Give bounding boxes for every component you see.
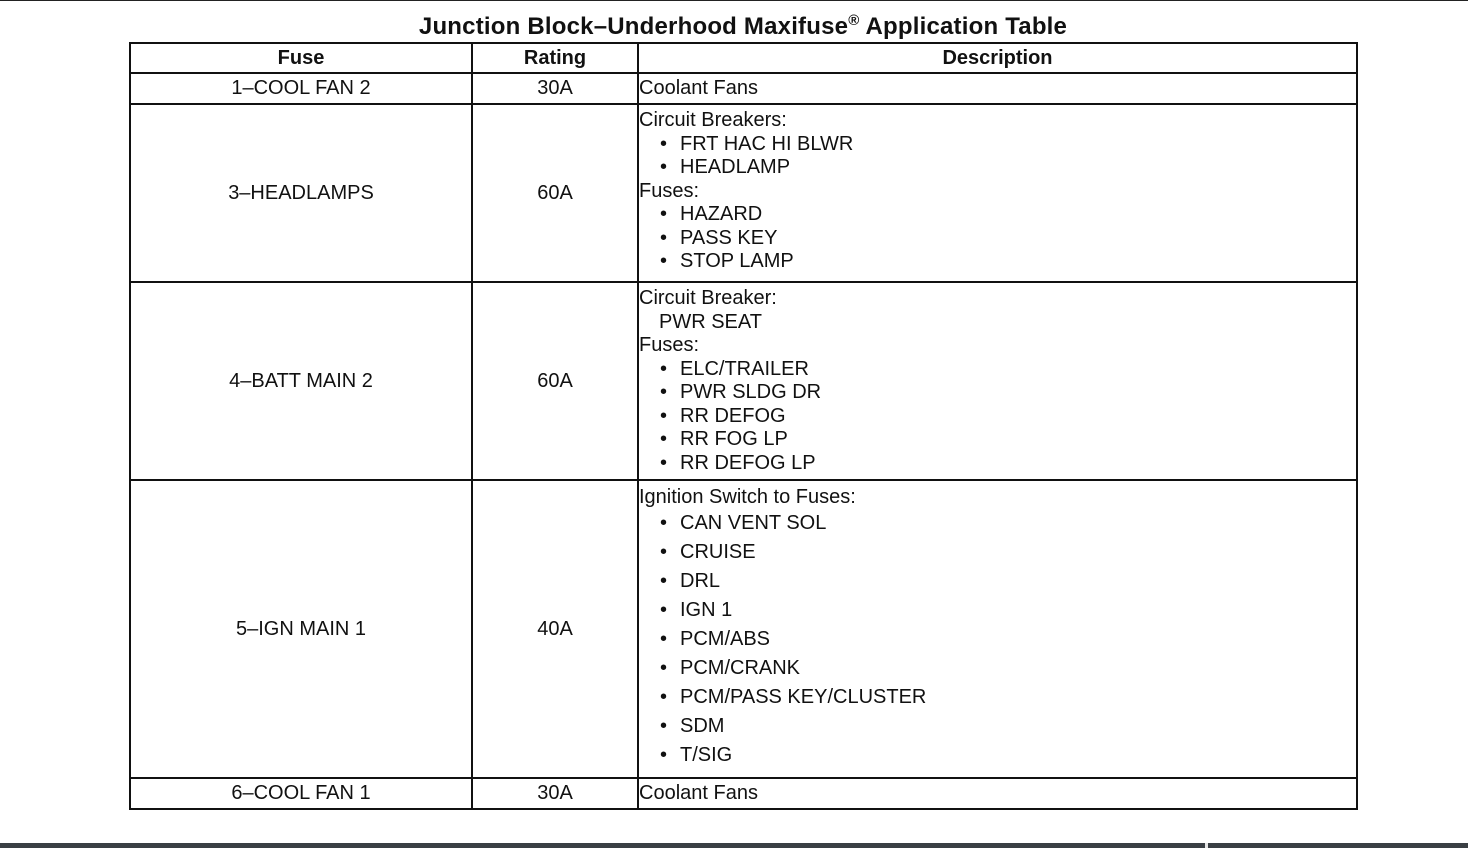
bullet-icon: •: [660, 381, 668, 403]
rating-cell: 60A: [472, 282, 638, 480]
table-row: [130, 104, 1357, 282]
description-bullet-item: [639, 596, 1356, 625]
header-rating: Rating: [472, 43, 638, 73]
description-bullet-item: [639, 203, 1356, 227]
description-item-text: ELC/TRAILER: [680, 357, 809, 380]
description-bullet-item: [639, 156, 1356, 180]
table-row: [130, 480, 1357, 778]
description-item-text: DRL: [680, 570, 721, 592]
rating-cell: 30A: [472, 73, 638, 104]
description-bullet-item: [639, 428, 1356, 452]
description-item-text: PASS KEY: [680, 226, 778, 249]
fuse-cell: 1–COOL FAN 2: [130, 73, 472, 104]
description-item-text: T/SIG: [680, 744, 733, 766]
bullet-icon: •: [660, 226, 668, 249]
description-cell: [638, 778, 1357, 809]
fuse-application-table: [129, 42, 1358, 810]
bullet-icon: •: [660, 132, 668, 155]
description-bullet-item: [639, 712, 1356, 741]
description-item-text: CAN VENT SOL: [680, 512, 827, 534]
description-item-text: PCM/PASS KEY/CLUSTER: [680, 686, 927, 708]
description-item-text: RR DEFOG LP: [680, 451, 816, 474]
rating-cell: 60A: [472, 104, 638, 282]
description-cell: [638, 73, 1357, 104]
bottom-bar-separator: [1205, 843, 1208, 848]
description-item-text: RR DEFOG: [680, 404, 786, 427]
bullet-icon: •: [660, 404, 668, 427]
description-bullet-item: [639, 381, 1356, 405]
bullet-icon: •: [660, 628, 668, 650]
rating-cell: 30A: [472, 778, 638, 809]
description-heading: Coolant Fans: [639, 781, 758, 804]
description-bullet-item: [639, 567, 1356, 596]
bullet-icon: •: [660, 570, 668, 592]
description-item-text: IGN 1: [680, 599, 733, 621]
table-row: [130, 778, 1357, 809]
description-cell: [638, 282, 1357, 480]
description-item-text: STOP LAMP: [680, 250, 794, 272]
bullet-icon: •: [660, 657, 668, 679]
bullet-icon: •: [660, 715, 668, 737]
bullet-icon: •: [660, 428, 668, 450]
description-item-text: HEADLAMP: [680, 156, 791, 178]
fuse-cell: 3–HEADLAMPS: [130, 104, 472, 282]
description-item-text: HAZARD: [680, 203, 763, 225]
description-cell: [638, 480, 1357, 778]
fuse-cell: 4–BATT MAIN 2: [130, 282, 472, 480]
description-item-text: FRT HAC HI BLWR: [680, 132, 854, 155]
description-item-text: SDM: [680, 715, 725, 737]
bottom-bar: [0, 843, 1468, 848]
description-heading: Circuit Breakers:: [639, 109, 787, 131]
description-bullet-item: [639, 538, 1356, 567]
bullet-icon: •: [660, 451, 668, 474]
bullet-icon: •: [660, 156, 668, 178]
description-bullet-item: [639, 683, 1356, 712]
description-bullet-item: [639, 405, 1356, 429]
description-heading: Ignition Switch to Fuses:: [639, 486, 856, 508]
page-title: [0, 12, 1468, 41]
description-heading: Fuses:: [639, 334, 700, 356]
table-body: [130, 73, 1357, 809]
description-item-text: RR FOG LP: [680, 428, 788, 450]
header-fuse: Fuse: [130, 43, 472, 73]
bullet-icon: •: [660, 250, 668, 272]
description-item-text: PWR SLDG DR: [680, 381, 822, 403]
description-item-text: PCM/CRANK: [680, 657, 801, 679]
top-rule: [0, 0, 1468, 1]
title-text: Junction Block–Underhood Maxifuse: [418, 13, 849, 40]
description-heading: Fuses:: [639, 179, 700, 202]
description-item-text: PCM/ABS: [680, 628, 771, 650]
description-bullet-item: [639, 625, 1356, 654]
description-bullet-item: [639, 358, 1356, 382]
bullet-icon: •: [660, 512, 668, 534]
description-indented-item: PWR SEAT: [659, 310, 762, 333]
bullet-icon: •: [660, 686, 668, 708]
description-heading: Coolant Fans: [639, 76, 758, 99]
description-bullet-item: [639, 509, 1356, 538]
bullet-icon: •: [660, 541, 668, 563]
description-bullet-item: [639, 250, 1356, 274]
table-header-row: [130, 43, 1357, 73]
rating-cell: 40A: [472, 480, 638, 778]
title-suffix: Application Table: [859, 13, 1068, 40]
description-item-text: CRUISE: [680, 541, 756, 563]
description-bullet-item: [639, 227, 1356, 251]
description-bullet-item: [639, 654, 1356, 683]
bullet-icon: •: [660, 203, 668, 225]
description-cell: [638, 104, 1357, 282]
table-row: [130, 282, 1357, 480]
bullet-icon: •: [660, 357, 668, 380]
fuse-cell: 6–COOL FAN 1: [130, 778, 472, 809]
registered-mark: ®: [848, 12, 860, 29]
table-row: [130, 73, 1357, 104]
description-bullet-item: [639, 741, 1356, 770]
bullet-icon: •: [660, 599, 668, 621]
description-bullet-item: [639, 452, 1356, 476]
description-heading: Circuit Breaker:: [639, 287, 777, 309]
header-description: Description: [638, 43, 1357, 73]
fuse-cell: 5–IGN MAIN 1: [130, 480, 472, 778]
bullet-icon: •: [660, 744, 668, 766]
description-bullet-item: [639, 133, 1356, 157]
